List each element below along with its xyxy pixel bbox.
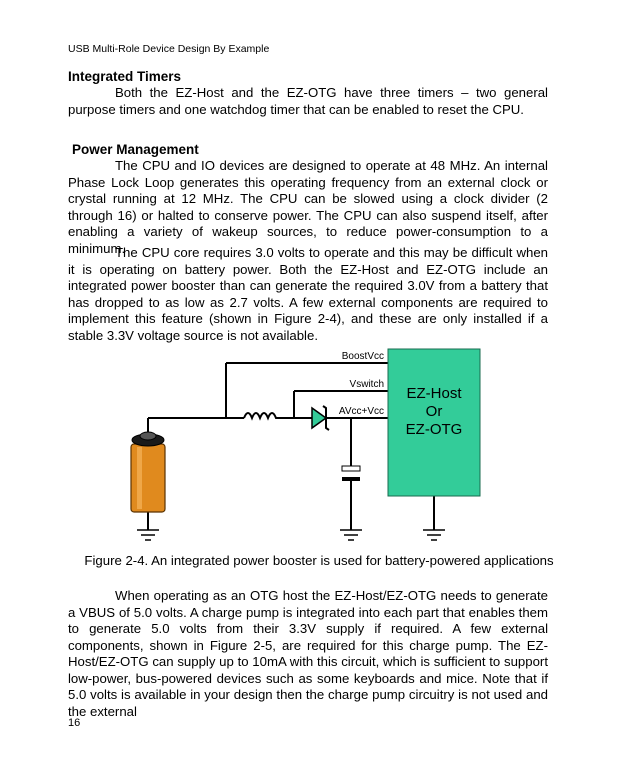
- diode-icon: [312, 406, 329, 430]
- page-number: 16: [68, 717, 81, 729]
- chip-label-line3: EZ-OTG: [405, 421, 463, 438]
- capacitor-icon: [342, 466, 360, 481]
- label-vswitch: Vswitch: [349, 379, 384, 390]
- chip-label-line1: EZ-Host: [406, 385, 462, 402]
- heading-integrated-timers: Integrated Timers: [68, 69, 182, 84]
- heading-power-management: Power Management: [72, 142, 199, 157]
- paragraph-power-2-text: The CPU core requires 3.0 volts to operate and this may be difficult when it is operating on battery power. Both the EZ-Host and EZ-OTG include an integrated power booster than can generate the required 3.0V from a battery that has dropped to as low as 2.7 volts. A few external components are required to implement this feature (shown in Figure 2-4), and these are only installed if a stable 3.3V voltage source is not available.: [68, 245, 548, 343]
- ground-icon: [423, 530, 445, 540]
- figure-caption: Figure 2-4. An integrated power booster is used for battery-powered applications: [84, 553, 554, 568]
- paragraph-charge-pump-text: When operating as an OTG host the EZ-Host/EZ-OTG needs to generate a VBUS of 5.0 volts. A charge pump is integrated into each part that enables them to generate 5.0 volts from their 3.3V supply if required. A few external components, shown in Figure 2-5, are required for this charge pump. The EZ-Host/EZ-OTG can supply up to 10mA with this circuit, which is sufficient to support low-power, bus-powered devices such as some keyboards and mice. Note that if 5.0 volts is available in your design then the charge pump circuitry is not used and the external: [68, 588, 548, 719]
- paragraph-charge-pump: [68, 588, 548, 720]
- chip-label-line2: Or: [425, 403, 443, 420]
- ground-icon: [137, 530, 159, 540]
- paragraph-timers-text: Both the EZ-Host and the EZ-OTG have three timers – two general purpose timers and one watchdog timer that can be enabled to reset the CPU.: [68, 85, 548, 117]
- ground-icon: [340, 530, 362, 540]
- label-boostvcc: BoostVcc: [341, 351, 384, 362]
- battery-icon: [131, 432, 165, 512]
- paragraph-power-1-text: The CPU and IO devices are designed to operate at 48 MHz. An internal Phase Lock Loop generates this operating frequency from an external clock or crystal running at 12 MHz. The CPU can be slowed using a clock divider (2 through 16) or halted to conserve power. The CPU can also suspend itself, after enabling a variety of wakeup sources, to reduce power-consumption to a minimum.: [68, 158, 548, 256]
- page-header: USB Multi-Role Device Design By Example: [68, 43, 270, 55]
- inductor-icon: [244, 413, 278, 418]
- label-avcc: AVcc+Vcc: [338, 406, 384, 417]
